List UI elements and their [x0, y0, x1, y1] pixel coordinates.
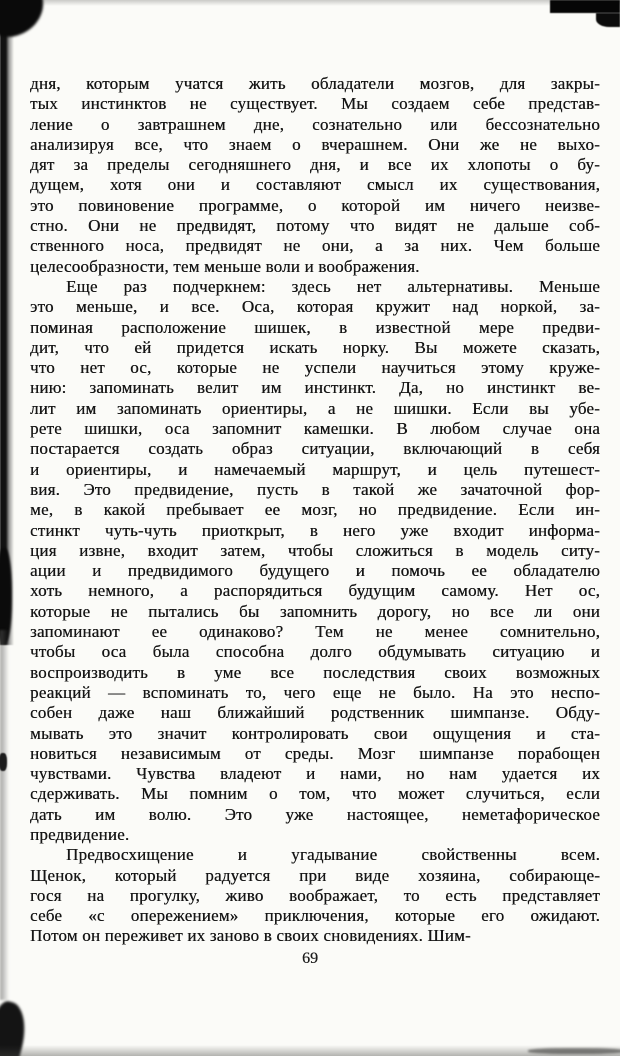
scan-artifact-top-right-small — [596, 13, 620, 27]
text-line: нию: запоминать велит им инстинкт. Да, но инстинкт ве- — [30, 378, 600, 398]
text-line: дня, которым учатся жить обладатели мозгов, для закры- — [30, 74, 600, 93]
scan-artifact-top-right — [550, 0, 620, 13]
text-line: чувствами. Чувства владеют и нами, но нам удается их — [30, 764, 600, 784]
left-margin-mark — [0, 753, 7, 771]
text-line: дят за пределы сегодняшнего дня, и все их хлопоты о бу- — [30, 155, 600, 175]
text-line: и ориентиры, и намечаемый маршрут, и цель путешест- — [30, 459, 600, 479]
text-line: стно. Они не предвидят, потому что видят не дальше соб- — [30, 216, 600, 236]
text-line: запоминают ее одинаково? Тем не менее сомнительно, — [30, 622, 600, 642]
spine-shadow-lower — [0, 630, 9, 1000]
text-line: воспроизводить в уме все последствия своих возможных — [30, 662, 600, 682]
text-line: ция извне, входит затем, чтобы сложиться в модель ситу- — [30, 540, 600, 560]
text-line: предвидение. — [30, 824, 130, 844]
top-edge-shadow — [0, 0, 620, 6]
text-line: ление о завтрашнем дне, сознательно или бессознательно — [30, 114, 600, 134]
text-block — [30, 74, 600, 947]
text-line: вия. Это предвидение, пусть в такой же зачаточной фор- — [30, 479, 600, 499]
spine-shadow-bar — [0, 0, 14, 645]
text-line: собен даже наш ближайший родственник шимпанзе. Обду- — [30, 703, 600, 723]
text-line: мывать это значит контролировать свои ощущения и ста- — [30, 723, 600, 743]
text-line: сдерживать. Мы помним о том, что может случиться, если — [30, 784, 600, 804]
text-line: дущем, хотя они и составляют смысл их существования, — [30, 175, 600, 195]
text-line: новиться независимым от среды. Мозг шимпанзе порабощен — [30, 743, 600, 763]
spine-ink-blob — [0, 548, 12, 644]
scan-artifact-bottom-right — [528, 1048, 620, 1054]
text-line: Еще раз подчеркнем: здесь нет альтернативы. Меньше — [66, 276, 600, 296]
text-line: дать им волю. Это уже настоящее, неметафорическое — [30, 804, 600, 824]
text-line: Предвосхищение и угадывание свойственны всем. — [66, 845, 600, 865]
text-line: ации и предвидимого будущего и помочь ее обладателю — [30, 561, 600, 581]
text-line: хоть немного, а распорядиться будущим самому. Нет ос, — [30, 581, 600, 601]
text-line: лит им запоминать ориентиры, а не шишки. Если вы убе- — [30, 398, 600, 418]
text-line: себе «с опережением» приключения, которые его ожидают. — [30, 906, 600, 926]
text-line: постарается создать образ ситуации, включающий в себя — [30, 439, 600, 459]
text-line: Щенок, который радуется при виде хозяина, собирающе- — [30, 865, 600, 885]
text-line: Потом он переживет их заново в своих сновидениях. Шим- — [30, 926, 471, 946]
text-line: целесообразности, тем меньше воли и воображения. — [30, 256, 420, 276]
bottom-edge-shadow — [0, 1045, 620, 1056]
text-line: тых инстинктов не существует. Мы создаем себе представ- — [30, 94, 600, 114]
text-line: ственного носа, предвидят не они, а за них. Чем больше — [30, 236, 600, 256]
text-line: это повиновение программе, о которой им ничего неизве- — [30, 195, 600, 215]
text-line: анализируя все, что знаем о вчерашнем. Они же не выхо- — [30, 134, 600, 154]
text-line: чтобы оса была способна долго обдумывать ситуацию и — [30, 642, 600, 662]
text-line: стинкт чуть-чуть приоткрыт, в него уже входит информа- — [30, 520, 600, 540]
text-line: реакций — вспоминать то, чего еще не было. На это неспо- — [30, 682, 600, 702]
text-line: гося на прогулку, живо воображает, то есть представляет — [30, 885, 600, 905]
scan-artifact-bottom-left — [0, 999, 32, 1056]
text-line: ме, в какой пребывает ее мозг, но предвидение. Если ин- — [30, 500, 600, 520]
text-line: рете шишки, оса запомнит камешки. В любом случае она — [30, 419, 600, 439]
text-line: поминая расположение шишек, в известной мере предви- — [30, 317, 600, 337]
text-line: что нет ос, которые не успели научиться этому круже- — [30, 358, 600, 378]
text-line: дит, что ей придется искать норку. Вы можете сказать, — [30, 337, 600, 357]
text-line: которые не пытались бы запомнить дорогу, но все ли они — [30, 601, 600, 621]
scan-artifact-top-left — [0, 0, 47, 39]
text-line: это меньше, и все. Оса, которая кружит над норкой, за- — [30, 297, 600, 317]
page-number: 69 — [302, 950, 318, 967]
